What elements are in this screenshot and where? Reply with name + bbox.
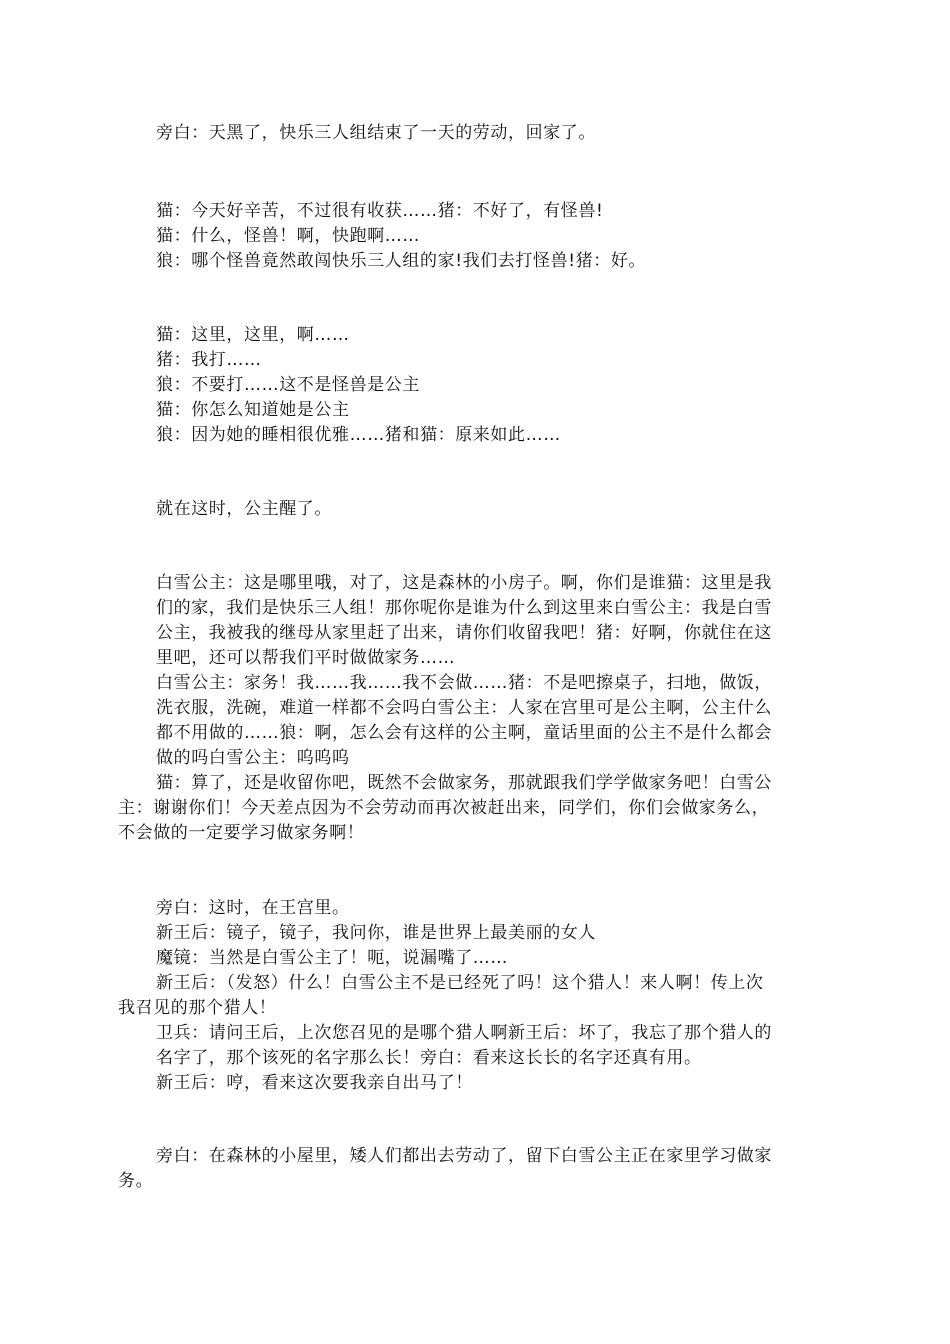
text-line: 卫兵：请问王后，上次您召见的是哪个猎人啊新王后：坏了，我忘了那个猎人的	[156, 1023, 772, 1043]
text-line: 白雪公主：这是哪里哦，对了，这是森林的小房子。啊，你们是谁猫：这里是我	[156, 573, 772, 593]
text-line: 狼：不要打……这不是怪兽是公主	[156, 375, 420, 395]
text-line: 名字了，那个该死的名字那么长！旁白：看来这长长的名字还真有用。	[156, 1048, 702, 1068]
text-line: 公主，我被我的继母从家里赶了出来，请你们收留我吧！猪：好啊，你就住在这	[156, 623, 772, 643]
text-line: 洗衣服，洗碗，难道一样都不会吗白雪公主：人家在宫里可是公主啊，公主什么	[156, 698, 772, 718]
text-line: 狼：哪个怪兽竟然敢闯快乐三人组的家!我们去打怪兽!猪：好。	[156, 251, 647, 271]
text-line: 都不用做的……狼：啊，怎么会有这样的公主啊，童话里面的公主不是什么都会	[156, 723, 772, 743]
text-line: 新王后：（发怒）什么！白雪公主不是已经死了吗！这个猎人！来人啊！传上次	[156, 973, 764, 993]
text-line: 务。	[118, 1171, 154, 1191]
text-line: 做的吗白雪公主：呜呜呜	[156, 748, 350, 768]
text-line: 猫：算了，还是收留你吧，既然不会做家务，那就跟我们学学做家务吧！白雪公	[156, 773, 772, 793]
text-line: 里吧，还可以帮我们平时做做家务……	[156, 648, 456, 668]
text-line: 猪：我打……	[156, 350, 262, 370]
text-line: 猫：今天好辛苦，不过很有收获……猪：不好了，有怪兽!	[156, 201, 604, 221]
text-line: 猫：这里，这里，啊……	[156, 325, 350, 345]
text-line: 不会做的一定要学习做家务啊！	[118, 823, 365, 843]
text-line: 旁白：天黑了，快乐三人组结束了一天的劳动，回家了。	[156, 123, 596, 143]
text-line: 狼：因为她的睡相很优雅……猪和猫：原来如此……	[156, 425, 561, 445]
text-line: 旁白：这时，在王宫里。	[156, 898, 350, 918]
text-line: 魔镜：当然是白雪公主了！呃，说漏嘴了……	[156, 948, 508, 968]
text-line: 猫：什么，怪兽！啊，快跑啊……	[156, 226, 420, 246]
text-line: 新王后：镜子，镜子，我问你，谁是世界上最美丽的女人	[156, 923, 596, 943]
text-line: 猫：你怎么知道她是公主	[156, 400, 350, 420]
text-line: 主：谢谢你们！今天差点因为不会劳动而再次被赶出来，同学们，你们会做家务么，	[118, 798, 770, 818]
text-line: 新王后：哼，看来这次要我亲自出马了！	[156, 1073, 473, 1093]
text-line: 们的家，我们是快乐三人组！那你呢你是谁为什么到这里来白雪公主：我是白雪	[156, 598, 772, 618]
text-line: 白雪公主：家务！我……我……我不会做……猪：不是吧擦桌子，扫地，做饭，	[156, 673, 772, 693]
text-line: 旁白：在森林的小屋里，矮人们都出去劳动了，留下白雪公主正在家里学习做家	[156, 1146, 772, 1166]
text-line: 就在这时，公主醒了。	[156, 499, 332, 519]
text-line: 我召见的那个猎人！	[118, 998, 277, 1018]
